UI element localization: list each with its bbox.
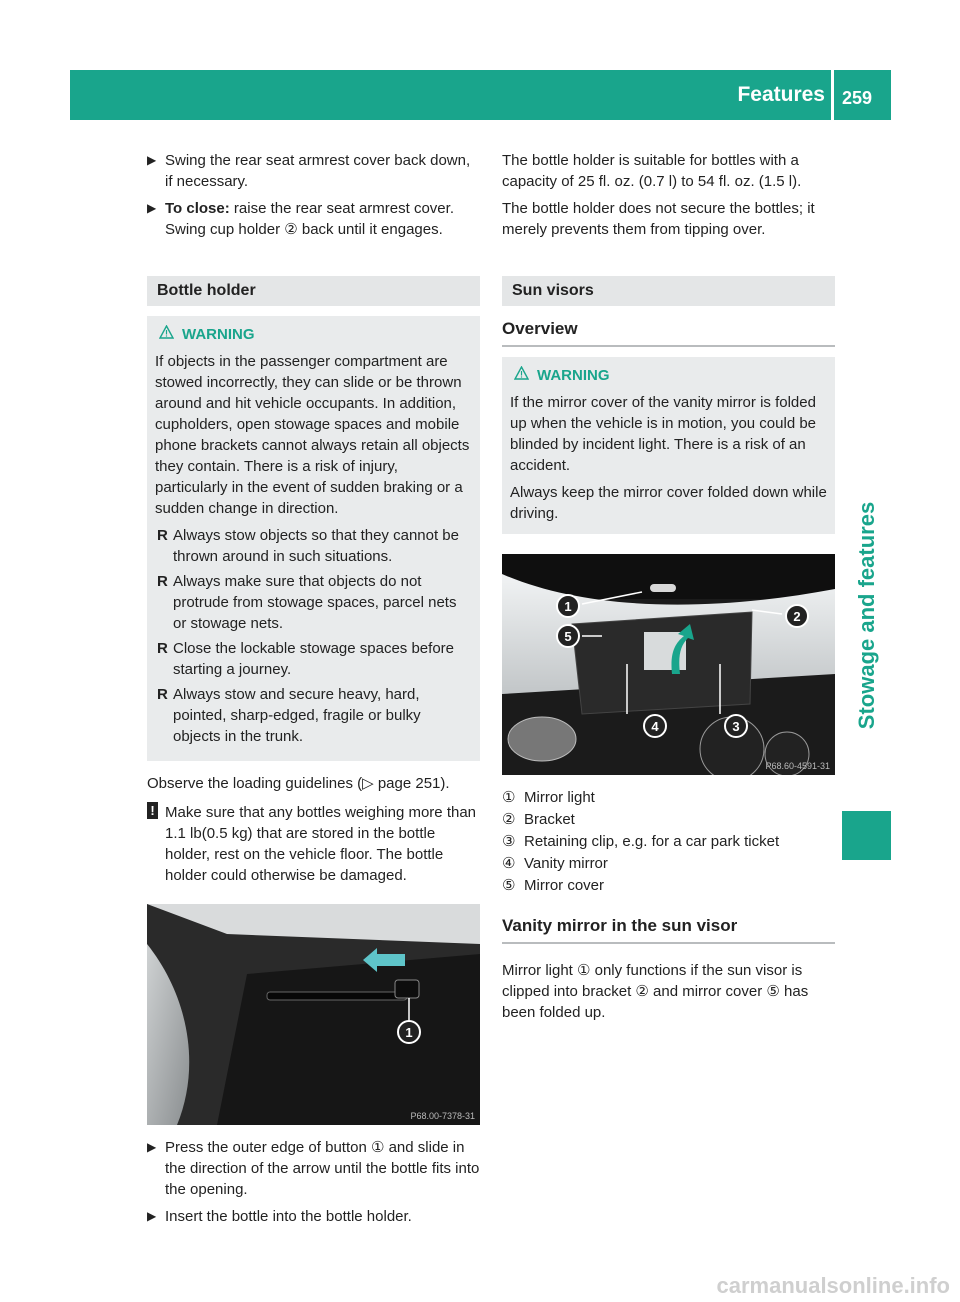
caution-text: Make sure that any bottles weighing more than 1.1 lb(0.5 kg) that are stored in the bottle holder, rest on the vehicle floor. The bottle holder could otherwise be damaged. (165, 804, 477, 884)
side-tab (842, 450, 891, 780)
legend-item (502, 875, 835, 896)
warning-bullet: R Always stow and secure heavy, hard, pointed, sharp-edged, fragile or bulky objects in the trunk. (157, 686, 421, 745)
warning-triangle-icon (159, 324, 174, 345)
photo-code: P68.60-4591-31 (765, 761, 830, 771)
step (147, 198, 480, 240)
warning-bullet-text: Close the lockable stowage spaces before starting a journey. (173, 640, 455, 678)
section-title-bottle-holder: Bottle holder (147, 276, 480, 306)
warning-heading-text: WARNING (537, 367, 610, 384)
caution-icon: ! (147, 802, 158, 819)
callout-3: 3 (732, 719, 740, 734)
legend-item (502, 787, 835, 808)
step-arrow-icon: ▶ (147, 1140, 157, 1154)
warning-bullet-text: Always make sure that objects do not protrude from stowage spaces, parcel nets or stowage nets. (173, 573, 457, 632)
warning-paragraph: If the mirror cover of the vanity mirror is folded up when the vehicle is in motion, you could be blinded by incident light. There is a risk of an accident. (510, 394, 817, 474)
observe-text: Observe the loading guidelines (▷ page 251). (147, 775, 450, 792)
step-arrow-icon: ▶ (147, 153, 157, 167)
caution-note (147, 802, 480, 886)
legend-item (502, 831, 835, 852)
side-tab-label: Stowage and features (854, 501, 880, 729)
subhead-vanity-mirror: Vanity mirror in the sun visor (502, 915, 835, 944)
warning-bullet: R Close the lockable stowage spaces before starting a journey. (157, 640, 455, 678)
step-text: Insert the bottle into the bottle holder. (165, 1208, 412, 1225)
step (147, 1137, 480, 1200)
photo-code: P68.00-7378-31 (410, 1111, 475, 1121)
callout-1: 1 (405, 1025, 413, 1040)
header-title: Features (737, 83, 825, 106)
warning-paragraph: If objects in the passenger compartment are stowed incorrectly, they can slide or be thrown around and hit vehicle occupants. In addition, cupholders, open stowage spaces and mobile phone brackets cannot always retain all objects they contain. There is a risk of injury, particularly in the event of sudden braking or a sudden change in direction. (155, 353, 470, 517)
legend-label: Retaining clip, e.g. for a car park ticket (524, 833, 780, 850)
callout-4: 4 (651, 719, 659, 734)
step (147, 1206, 480, 1227)
vanity-paragraph: Mirror light ① only functions if the sun visor is clipped into bracket ② and mirror cover ⑤ has been folded up. (502, 962, 809, 1021)
callout-2: 2 (793, 609, 801, 624)
intro-paragraph: The bottle holder does not secure the bottles; it merely prevents them from tipping over. (502, 200, 815, 238)
section-title-sun-visors: Sun visors (502, 276, 835, 306)
warning-paragraph: Always keep the mirror cover folded down while driving. (510, 484, 827, 522)
side-tab-block (842, 811, 891, 860)
legend-item (502, 853, 835, 874)
page-number: 259 (842, 88, 873, 108)
legend (502, 787, 835, 896)
warning-box (502, 357, 835, 534)
legend-label: Vanity mirror (524, 855, 608, 872)
right-column (502, 150, 835, 1023)
step-text: Press the outer edge of button ① and slide in the direction of the arrow until the bottle fits into the opening. (165, 1139, 480, 1198)
legend-item (502, 809, 835, 830)
legend-label: Bracket (524, 811, 575, 828)
callout-1: 1 (564, 599, 572, 614)
bottle-holder-photo (147, 904, 480, 1125)
warning-triangle-icon (514, 365, 529, 386)
warning-heading (510, 365, 827, 386)
header-separator (831, 70, 834, 120)
left-column (147, 150, 480, 1233)
warning-heading-text: WARNING (182, 326, 255, 343)
warning-bullet-text: Always stow and secure heavy, hard, pointed, sharp-edged, fragile or bulky objects in the trunk. (173, 686, 421, 745)
sun-visor-illustration (502, 554, 835, 775)
warning-bullet-text: Always stow objects so that they cannot be thrown around in such situations. (173, 527, 459, 565)
warning-heading (155, 324, 472, 345)
step-text: Swing the rear seat armrest cover back down, if necessary. (165, 152, 471, 190)
watermark: carmanualsonline.info (716, 1273, 950, 1298)
legend-key: ③ (502, 833, 516, 850)
warning-bullet: R Always stow objects so that they cannot be thrown around in such situations. (157, 527, 459, 565)
sun-visor-photo (502, 554, 835, 775)
warning-box (147, 316, 480, 761)
legend-key: ① (502, 789, 516, 806)
step-arrow-icon: ▶ (147, 201, 157, 215)
step-arrow-icon: ▶ (147, 1209, 157, 1223)
legend-label: Mirror light (524, 789, 595, 806)
callout-5: 5 (564, 629, 572, 644)
warning-bullet: R Always make sure that objects do not protrude from stowage spaces, parcel nets or stowage nets. (157, 573, 457, 632)
step-text: raise the rear seat armrest cover. Swing cup holder ② back until it engages. (165, 200, 454, 238)
legend-key: ④ (502, 855, 516, 872)
legend-key: ⑤ (502, 877, 516, 894)
legend-key: ② (502, 811, 516, 828)
legend-label: Mirror cover (524, 877, 605, 894)
subhead-overview: Overview (502, 318, 835, 347)
step-bold: To close: (165, 200, 230, 217)
bottle-holder-illustration (147, 904, 480, 1125)
intro-paragraph: The bottle holder is suitable for bottles with a capacity of 25 fl. oz. (0.7 l) to 54 fl. oz. (1.5 l). (502, 152, 802, 190)
step (147, 150, 480, 192)
